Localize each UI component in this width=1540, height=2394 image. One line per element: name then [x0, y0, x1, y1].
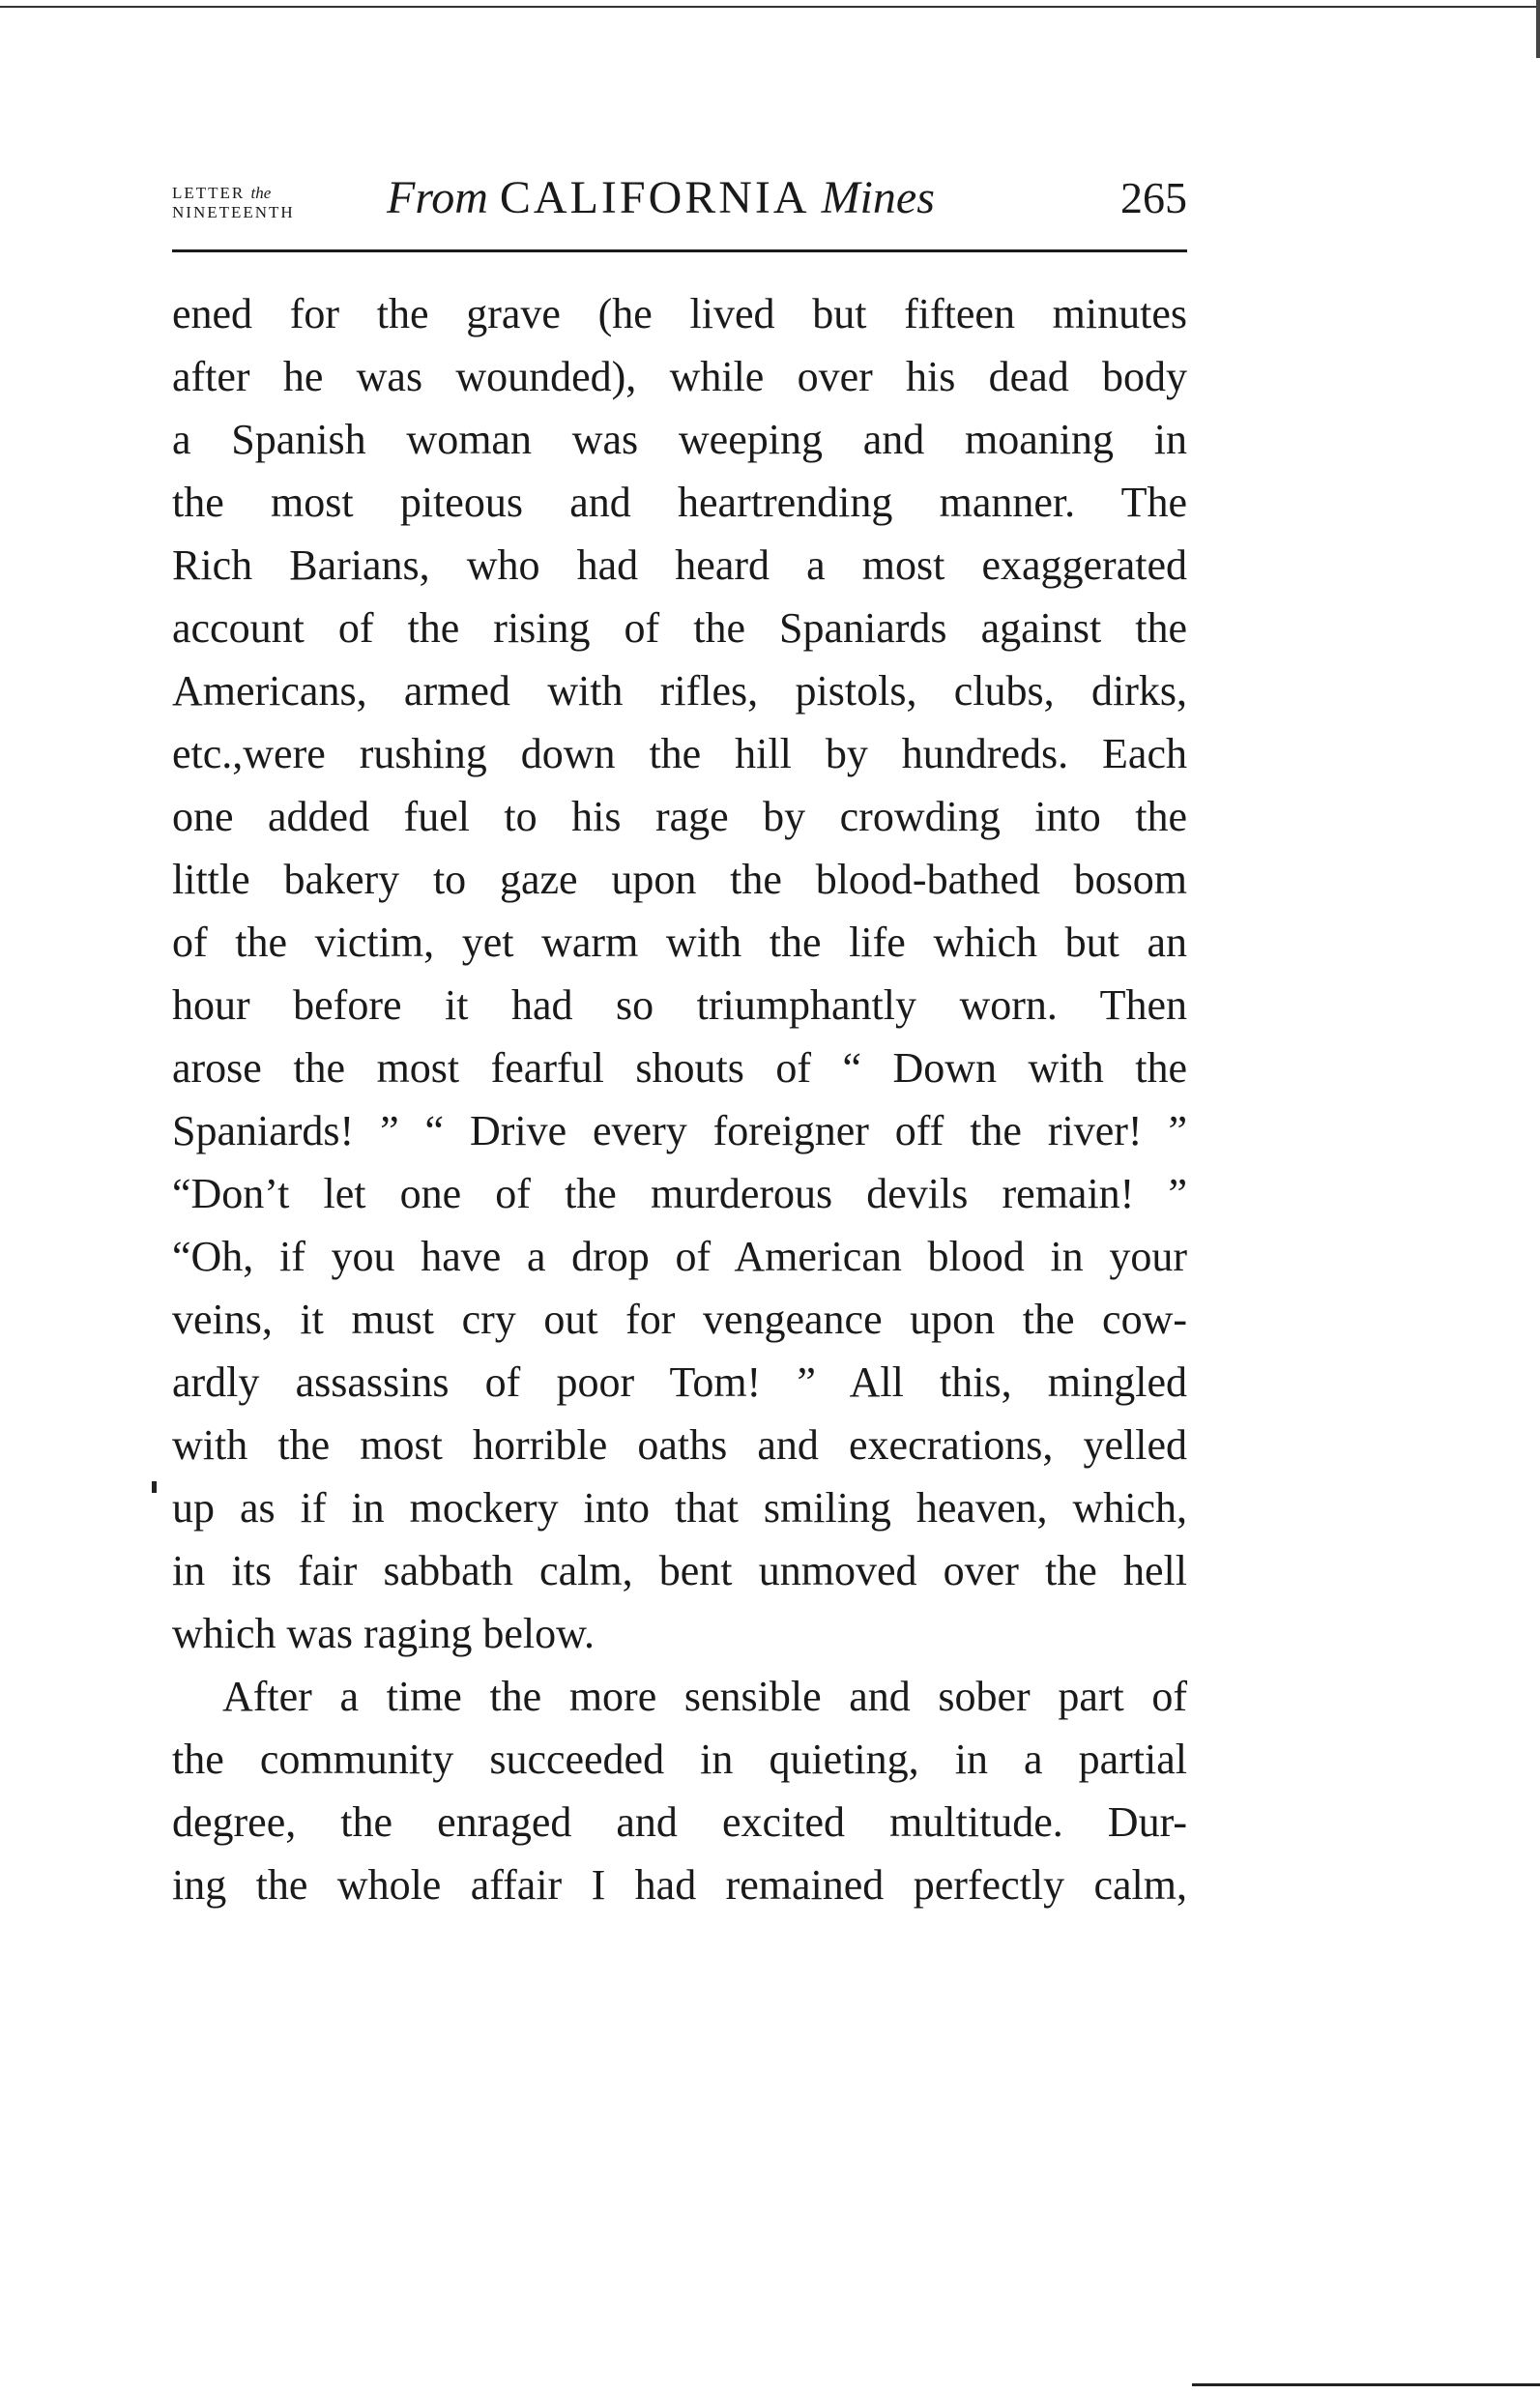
text-line: after he was wounded), while over his dead body	[172, 353, 1187, 400]
text-line: “Oh, if you have a drop of American blood in your	[172, 1233, 1187, 1280]
text-line: Spaniards! ” “ Drive every foreigner off the river! ”	[172, 1107, 1187, 1154]
text-line: of the victim, yet warm with the life which but an	[172, 919, 1187, 966]
text-line: ardly assassins of poor Tom! ” All this, mingled	[172, 1358, 1187, 1406]
text-line: etc.,were rushing down the hill by hundreds. Each	[172, 730, 1187, 777]
title-mines: Mines	[821, 172, 935, 223]
text-line: veins, it must cry out for vengeance upon the cow-	[172, 1296, 1187, 1343]
text-line: the most piteous and heartrending manner. The	[172, 479, 1187, 526]
text-line: degree, the enraged and excited multitude. Dur-	[172, 1798, 1187, 1846]
scan-edge-bottom	[1192, 2383, 1540, 2394]
stray-ink-mark	[152, 1481, 157, 1493]
running-label-the: the	[250, 184, 272, 202]
text-line: hour before it had so triumphantly worn. Then	[172, 981, 1187, 1029]
header-rule	[172, 249, 1187, 252]
text-line: one added fuel to his rage by crowding into the	[172, 793, 1187, 840]
running-label-nineteenth: NINETEENTH	[172, 203, 295, 221]
paragraph-1	[172, 282, 1187, 1665]
text-line: arose the most fearful shouts of “ Down with the	[172, 1044, 1187, 1092]
scan-edge-top	[0, 0, 1540, 8]
text-line: Americans, armed with rifles, pistols, clubs, dirks,	[172, 667, 1187, 715]
page-number: 265	[1120, 173, 1187, 222]
title-california: CALIFORNIA	[499, 172, 810, 223]
text-line: the community succeeded in quieting, in a partial	[172, 1736, 1187, 1783]
text-line: “Don’t let one of the murderous devils remain! ”	[172, 1170, 1187, 1217]
text-line: ened for the grave (he lived but fifteen minutes	[172, 290, 1187, 337]
text-line: up as if in mockery into that smiling heaven, which,	[172, 1484, 1187, 1532]
running-label	[172, 184, 295, 222]
running-header	[172, 164, 1187, 244]
text-line: ing the whole affair I had remained perfectly calm,	[172, 1861, 1187, 1909]
text-line: little bakery to gaze upon the blood-bathed bosom	[172, 856, 1187, 903]
running-label-letter: LETTER	[172, 184, 246, 202]
body-text	[172, 282, 1187, 1916]
running-title	[387, 164, 935, 232]
text-line: a Spanish woman was weeping and moaning in	[172, 416, 1187, 463]
text-line: Rich Barians, who had heard a most exaggerated	[172, 541, 1187, 589]
title-from: From	[387, 172, 488, 223]
text-line: with the most horrible oaths and execrations, yelled	[172, 1421, 1187, 1469]
text-line: After a time the more sensible and sober part of	[222, 1673, 1187, 1720]
scan-edge-right	[1536, 0, 1540, 58]
paragraph-2	[172, 1665, 1187, 1916]
text-line: account of the rising of the Spaniards against the	[172, 604, 1187, 652]
text-line: in its fair sabbath calm, bent unmoved over the hell	[172, 1547, 1187, 1594]
text-line: which was raging below.	[172, 1610, 596, 1657]
